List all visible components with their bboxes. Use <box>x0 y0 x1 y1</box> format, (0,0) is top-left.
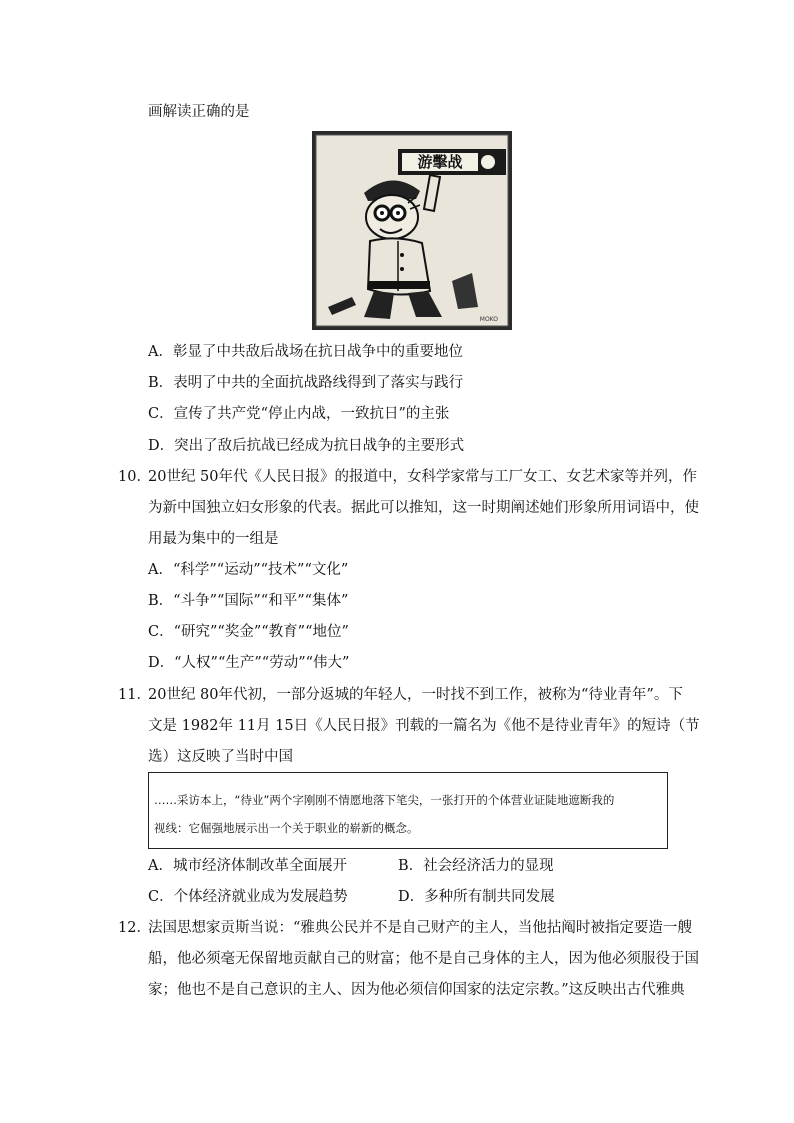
poem-excerpt-line-2: 视线：它倔强地展示出一个关于职业的崭新的概念。 <box>154 821 419 835</box>
q9-stem-tail: 画解读正确的是 <box>148 104 250 120</box>
q11-stem-line-1: 20世纪 80年代初，一部分返城的年轻人，一时找不到工作，被称为“待业青年”。下 <box>148 687 683 703</box>
q11-stem-line-2: 文是 1982年 11月 15日《人民日报》刊载的一篇名为《他不是待业青年》的短诗（节 <box>148 718 700 734</box>
q11-option-d: D．多种所有制共同发展 <box>398 889 555 905</box>
q10-number: 10． <box>118 469 151 485</box>
q10-stem-line-1: 20世纪 50年代《人民日报》的报道中，女科学家常与工厂女工、女艺术家等并列，作 <box>148 469 698 485</box>
q11-option-a: A．城市经济体制改革全面展开 <box>148 858 347 874</box>
q10-option-d: D．“人权”“生产”“劳动”“伟大” <box>148 655 350 671</box>
q10-option-b: B．“斗争”“国际”“和平”“集体” <box>148 593 349 609</box>
q10-option-c: C．“研究”“奖金”“教育”“地位” <box>148 624 349 640</box>
q11-number: 11． <box>118 687 151 703</box>
q12-stem-line-1: 法国思想家贡斯当说：“雅典公民并不是自己财产的主人，当他拈阄时被指定要造一艘 <box>148 920 692 936</box>
q10-stem-line-3: 用最为集中的一组是 <box>148 531 279 547</box>
q11-stem-line-3: 选）这反映了当时中国 <box>148 749 293 765</box>
q10-option-a: A．“科学”“运动”“技术”“文化” <box>148 562 349 578</box>
q9-option-b: B．表明了中共的全面抗战路线得到了落实与践行 <box>148 375 464 391</box>
poem-excerpt-line-1: ……采访本上，“待业”两个字刚刚不情愿地落下笔尖，一张打开的个体营业证陡地遮断我的 <box>154 793 615 807</box>
cartoon-signature: MOKO <box>479 316 498 323</box>
sign-text: 游擊战 <box>417 153 463 171</box>
q11-option-b: B．社会经济活力的显现 <box>398 858 554 874</box>
guerrilla-sign <box>398 149 506 175</box>
q12-number: 12． <box>118 920 151 936</box>
soldier-head <box>364 180 420 239</box>
q9-option-d: D．突出了敌后抗战已经成为抗日战争的主要形式 <box>148 438 465 454</box>
q11-option-c: C．个体经济就业成为发展趋势 <box>148 889 348 905</box>
q9-option-a: A．彰显了中共敌后战场在抗日战争中的重要地位 <box>148 344 463 360</box>
cartoon-image <box>312 131 512 330</box>
q10-stem-line-2: 为新中国独立妇女形象的代表。据此可以推知，这一时期阐述她们形象所用词语中，使 <box>148 500 699 516</box>
q9-option-c: C．宣传了共产党“停止内战，一致抗日”的主张 <box>148 406 450 422</box>
q12-stem-line-3: 家；他也不是自己意识的主人、因为他必须信仰国家的法定宗教。”这反映出古代雅典 <box>148 982 685 998</box>
poem-excerpt-box <box>148 772 668 849</box>
q12-stem-line-2: 船，他必须毫无保留地贡献自己的财富；他不是自己身体的主人，因为他必须服役于国 <box>148 951 699 967</box>
